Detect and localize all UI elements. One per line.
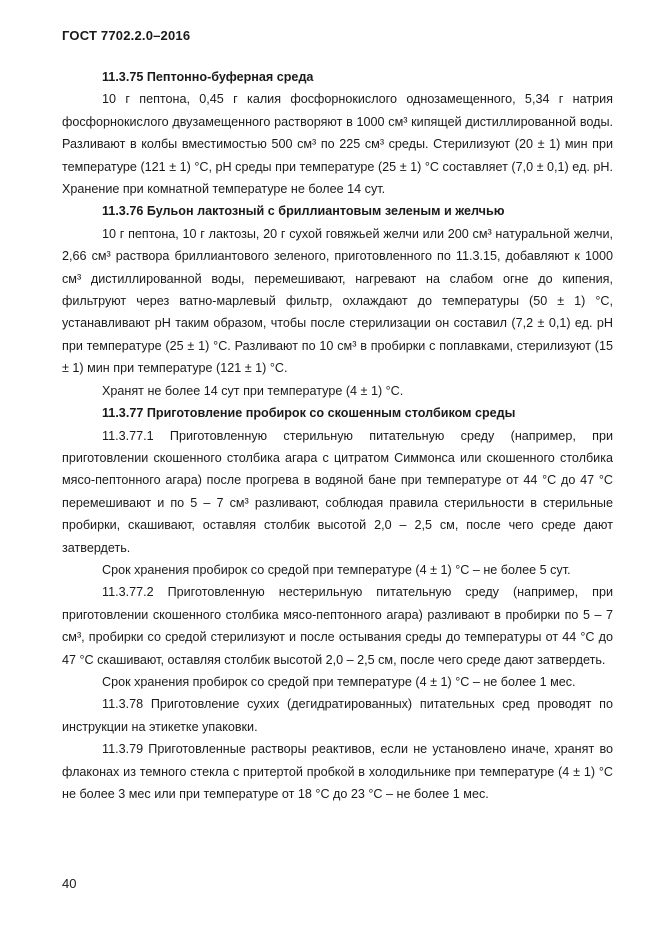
- section-heading-11-3-76: 11.3.76 Бульон лактозный с бриллиантовым зеленым и желчью: [102, 204, 505, 219]
- paragraph: Хранят не более 14 сут при температуре (4 ± 1) °С.: [102, 383, 404, 398]
- paragraph: 11.3.77.2 Приготовленную нестерильную питательную среду (например, при приготовлении скошенного столбика мясо-пептонного агара) разливают в пробирки по 5 – 7 см³, пробирки со средой стерилизуют и после остывания среды до температуры от 44 °С до 47 °С скашивают, оставляя столбик высотой 2,0 – 2,5 см, после чего среде дают затвердеть.: [62, 585, 613, 667]
- section-heading-11-3-77: 11.3.77 Приготовление пробирок со скошенным столбиком среды: [102, 406, 516, 421]
- paragraph: 10 г пептона, 0,45 г калия фосфорнокислого однозамещенного, 5,34 г натрия фосфорнокислого двузамещенного растворяют в 1000 см³ кипящей дистиллированной воды. Разливают в колбы вместимостью 500 см³ по 225 см³ среды. Стерилизуют (20 ± 1) мин при температуре (121 ± 1) °С, рН среды при температуре (25 ± 1) °С составляет (7,0 ± 0,1) ед. рН. Хранение при комнатной температуре не более 14 сут.: [62, 92, 613, 197]
- paragraph: 11.3.79 Приготовленные растворы реактивов, если не установлено иначе, хранят во флаконах из темного стекла с притертой пробкой в холодильнике при температуре (4 ± 1) °С не более 3 мес или при температуре от 18 °С до 23 °С – не более 1 мес.: [62, 742, 613, 801]
- paragraph: Срок хранения пробирок со средой при температуре (4 ± 1) °С – не более 1 мес.: [102, 674, 576, 689]
- paragraph: 11.3.78 Приготовление сухих (дегидратированных) питательных сред проводят по инструкции на этикетке упаковки.: [62, 697, 613, 734]
- paragraph: 10 г пептона, 10 г лактозы, 20 г сухой говяжьей желчи или 200 см³ натуральной желчи, 2,66 см³ раствора бриллиантового зеленого, приготовленного по 11.3.15, добавляют к 1000 см³ дистиллированной воды, перемешивают, нагревают на слабом огне до кипения, фильтруют через ватно-марлевый фильтр, охлаждают до температуры (50 ± 1) °С, устанавливают рН таким образом, чтобы после стерилизации он составил (7,2 ± 0,1) ед. рН при температуре (25 ± 1) °С. Разливают по 10 см³ в пробирки с поплавками, стерилизуют (15 ± 1) мин при температуре (121 ± 1) °С.: [62, 226, 613, 376]
- page-number: 40: [62, 876, 77, 891]
- section-heading-11-3-75: 11.3.75 Пептонно-буферная среда: [102, 70, 314, 84]
- paragraph: 11.3.77.1 Приготовленную стерильную питательную среду (например, при приготовлении скошенного столбика агара с цитратом Симмонса или скошенного столбика мясо-пептонного агара) после прогрева в водяной бане при температуре от 44 °С до 47 °С перемешивают и по 5 – 7 см³ разливают, соблюдая правила стерильности в стерильные пробирки, скашивают, оставляя столбик высотой 2,0 – 2,5 см, после чего среде дают затвердеть.: [62, 428, 613, 555]
- document-code: ГОСТ 7702.2.0–2016: [62, 28, 191, 43]
- paragraph: Срок хранения пробирок со средой при температуре (4 ± 1) °С – не более 5 сут.: [102, 562, 571, 577]
- document-body: [62, 66, 613, 805]
